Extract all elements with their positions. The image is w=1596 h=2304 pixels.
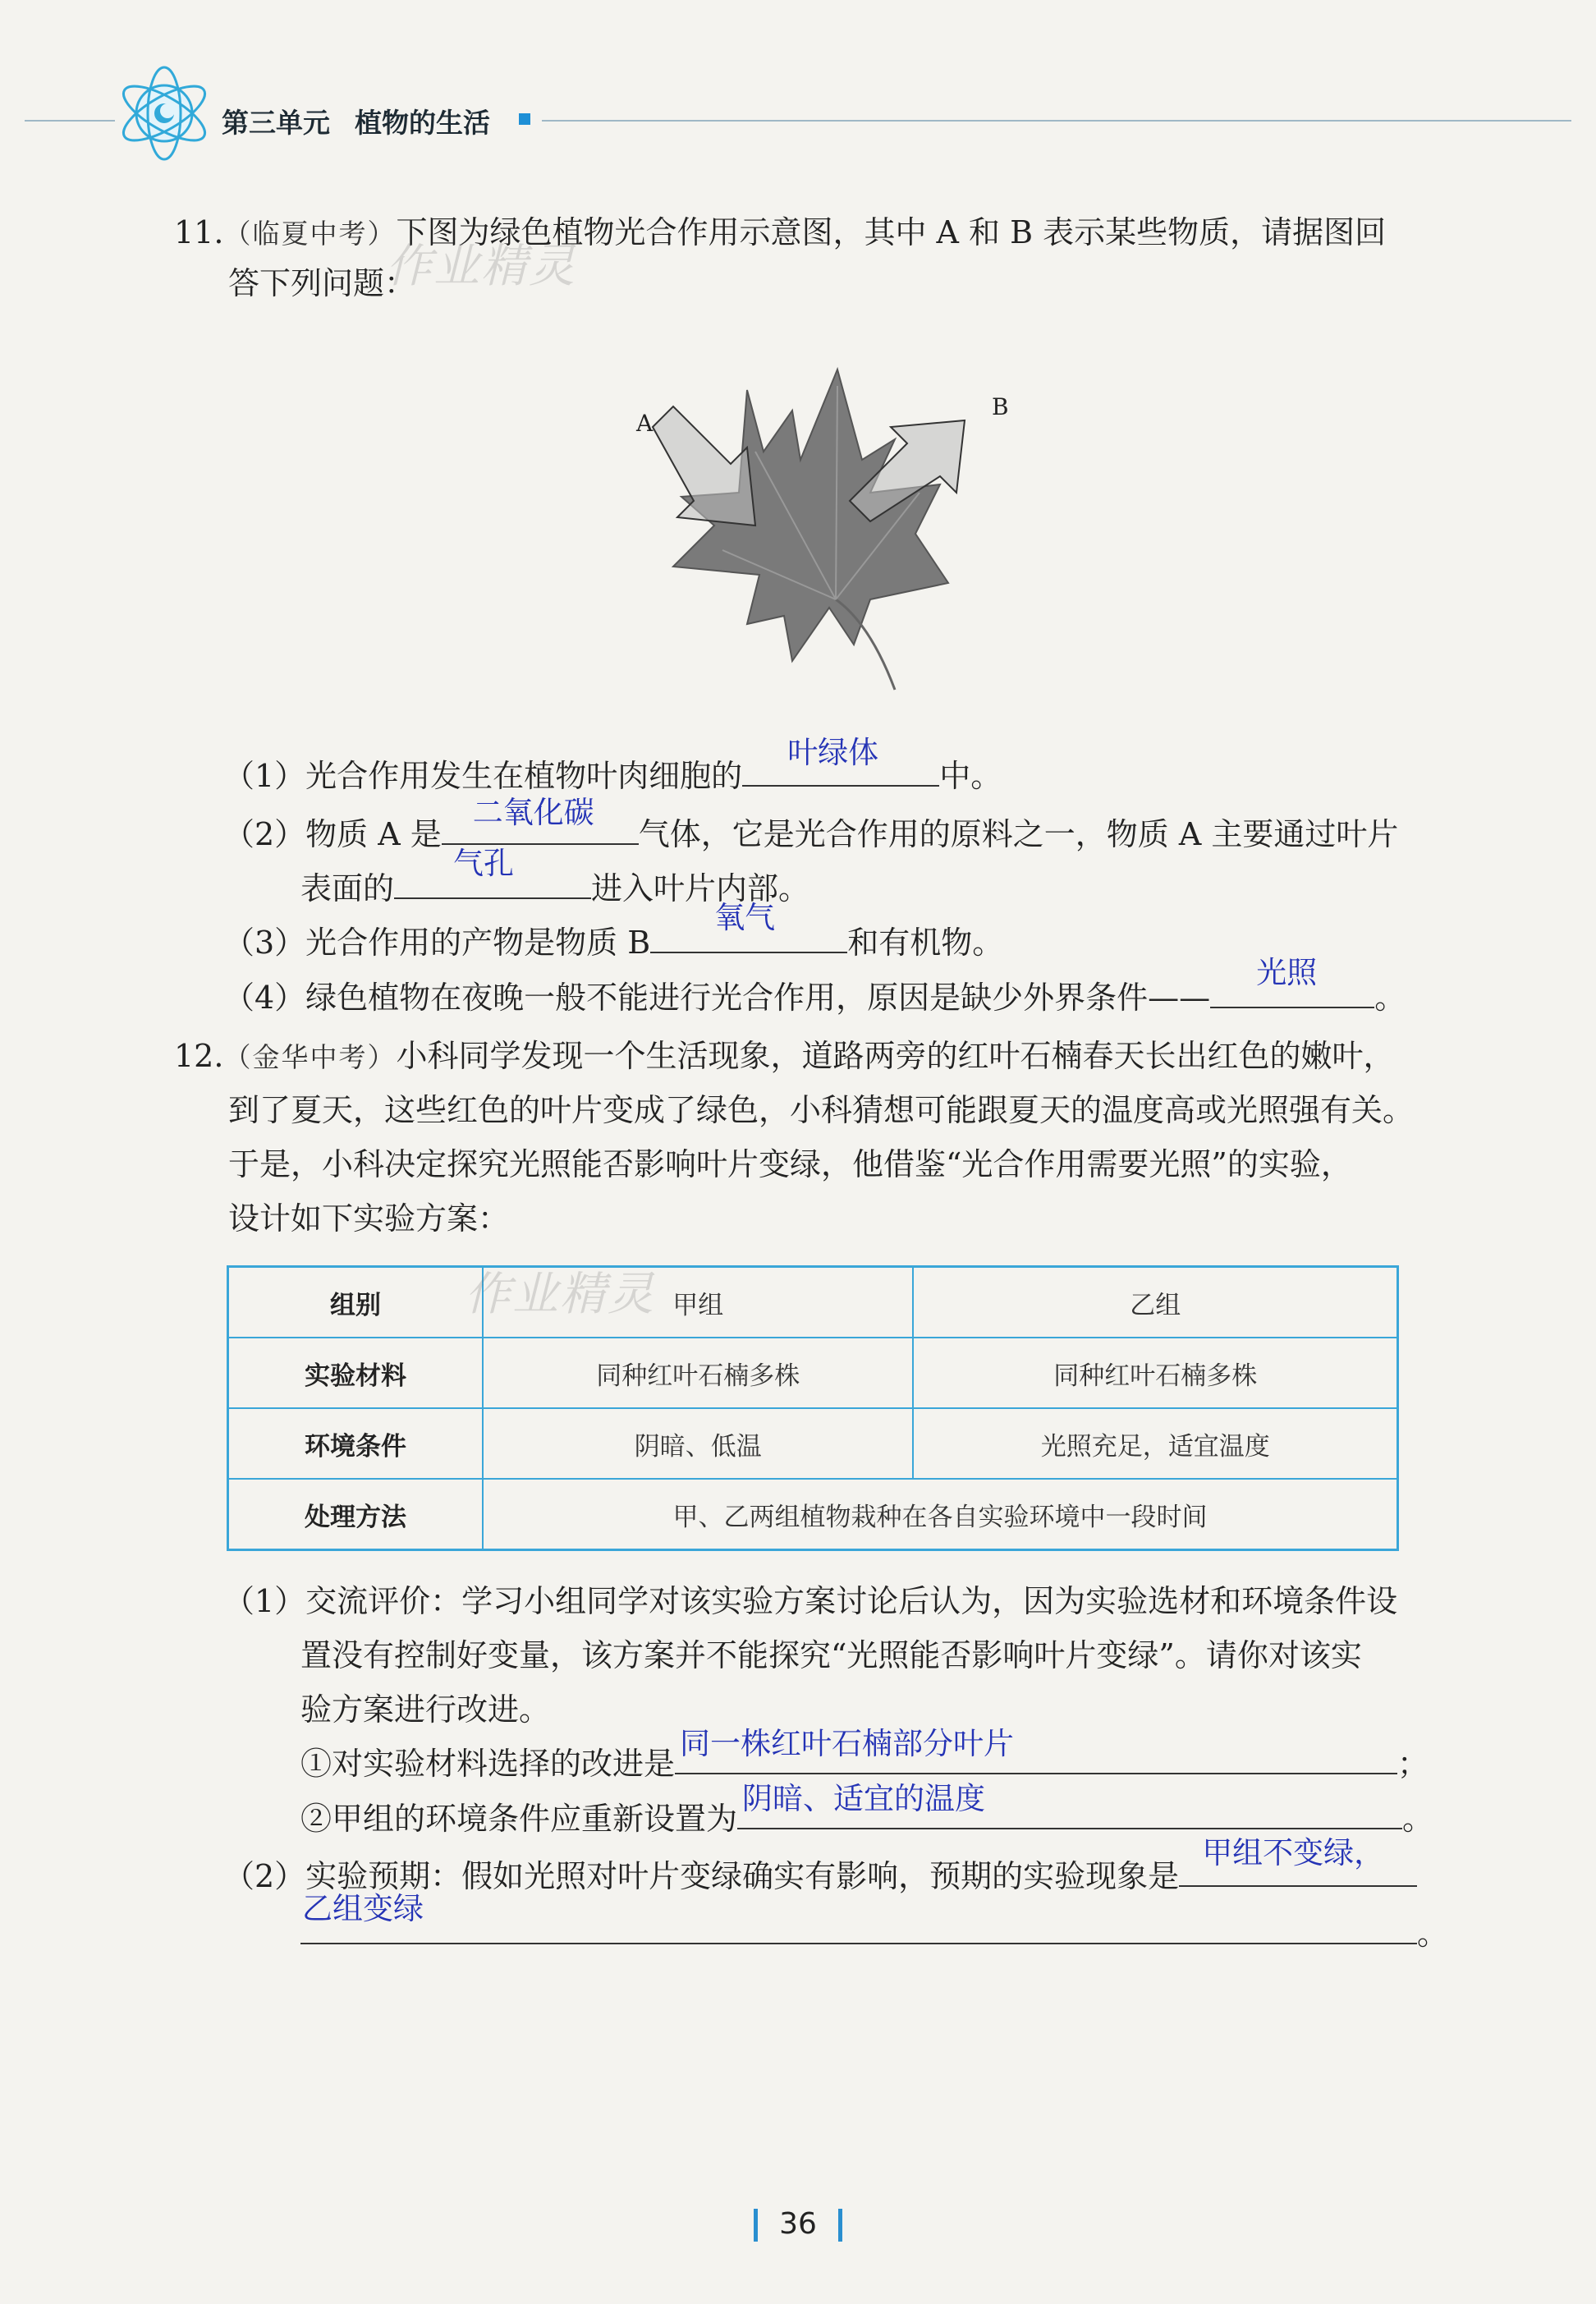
q11-answer1: 叶绿体 — [787, 735, 879, 770]
q11-blank4[interactable] — [650, 900, 847, 953]
q11-blank1[interactable] — [742, 735, 939, 787]
table-row-header: 实验材料 — [228, 1338, 484, 1408]
atom-logo-icon — [115, 64, 213, 163]
label-b: B — [992, 393, 1009, 420]
q11-part2-line2: 表面的 气孔 进入叶片内部。 — [300, 868, 809, 909]
q11-part1: （1）光合作用发生在植物叶肉细胞的 叶绿体 中。 — [223, 755, 1002, 796]
page-number: 36 — [779, 2207, 817, 2241]
header-title — [222, 102, 515, 140]
table-row — [228, 1479, 1398, 1550]
q11-source: （临夏中考） — [223, 218, 397, 250]
leaf-figure — [624, 361, 1018, 706]
q11-answer5: 光照 — [1256, 955, 1318, 990]
q11-answer2: 二氧化碳 — [472, 795, 594, 830]
q12-stem-line3: 于是，小科决定探究光照能否影响叶片变绿，他借鉴“光合作用需要光照”的实验， — [228, 1146, 1352, 1182]
arrow-a-icon — [653, 406, 755, 526]
q12-part1-line3: 验方案进行改进。 — [300, 1691, 551, 1728]
table-header-cell: 甲组 — [483, 1267, 913, 1338]
table-header-cell: 组别 — [228, 1267, 484, 1338]
q11-stem-line2: 答下列问题： — [228, 265, 416, 301]
watermark: 作业精灵 — [465, 1268, 655, 1321]
table-cell: 甲、乙两组植物栽种在各自实验环境中一段时间 — [483, 1479, 1398, 1550]
table-row — [228, 1338, 1398, 1408]
unit-title: 植物的生活 — [355, 107, 490, 139]
q12-part2-line1: （2）实验预期：假如光照对叶片变绿确实有影响，预期的实验现象是 甲组不变绿， — [223, 1856, 1417, 1897]
q12-stem-line2: 到了夏天，这些红色的叶片变成了绿色，小科猜想可能跟夏天的温度高或光照强有关。 — [228, 1092, 1415, 1128]
table-cell: 同种红叶石楠多株 — [913, 1338, 1397, 1408]
q12-part1-sub1: ①对实验材料选择的改进是 同一株红叶石楠部分叶片 ； — [300, 1743, 1429, 1784]
q12-stem-line4: 设计如下实验方案： — [228, 1200, 510, 1237]
page-bar-left-icon — [754, 2209, 758, 2242]
q12-part1-line1: （1）交流评价：学习小组同学对该实验方案讨论后认为，因为实验选材和环境条件设 — [223, 1583, 1398, 1619]
page-bar-right-icon — [838, 2209, 842, 2242]
q11-blank2[interactable] — [442, 795, 639, 845]
q11-blank5[interactable] — [1210, 955, 1374, 1008]
q12-answer3: 甲组不变绿， — [1202, 1835, 1385, 1870]
q11-answer3: 气孔 — [453, 846, 515, 881]
q12-blank3[interactable] — [1179, 1835, 1417, 1887]
q11-part4: （4）绿色植物在夜晚一般不能进行光合作用，原因是缺少外界条件—— 光照 。 — [223, 977, 1406, 1018]
header-square-icon — [519, 113, 530, 125]
q12-part1-sub2: ②甲组的环境条件应重新设置为 阴暗、适宜的温度 。 — [300, 1798, 1433, 1839]
q12-source: （金华中考） — [223, 1041, 397, 1073]
q11-answer4: 氧气 — [714, 900, 776, 935]
q11-stem-line1: 11.（临夏中考）下图为绿色植物光合作用示意图，其中 A 和 B 表示某些物质，请据图回 — [174, 214, 1387, 250]
q12-part2-line2: 乙组变绿 。 — [300, 1913, 1448, 1954]
page-footer — [0, 2207, 1596, 2242]
table-row-header: 处理方法 — [228, 1479, 484, 1550]
table-row — [228, 1267, 1398, 1338]
q12-answer1: 同一株红叶石楠部分叶片 — [680, 1726, 1015, 1761]
q11-part3: （3）光合作用的产物是物质 B 氧气 和有机物。 — [223, 922, 1003, 963]
label-a: A — [636, 410, 654, 437]
q12-answer2: 阴暗、适宜的温度 — [742, 1781, 986, 1816]
unit-label: 第三单元 — [222, 107, 330, 139]
table-cell: 光照充足，适宜温度 — [913, 1408, 1397, 1479]
q12-part1-line2: 置没有控制好变量，该方案并不能探究“光照能否影响叶片变绿”。请你对该实 — [300, 1637, 1362, 1673]
table-row — [228, 1408, 1398, 1479]
q11-blank3[interactable] — [394, 846, 591, 899]
q12-blank4[interactable] — [300, 1891, 1417, 1944]
table-cell: 阴暗、低温 — [483, 1408, 913, 1479]
experiment-table — [227, 1265, 1399, 1551]
header-rule-left — [25, 120, 115, 122]
q12-answer4: 乙组变绿 — [302, 1891, 424, 1926]
watermark: 作业精灵 — [386, 240, 576, 293]
table-header-cell: 乙组 — [913, 1267, 1397, 1338]
table-cell: 同种红叶石楠多株 — [483, 1338, 913, 1408]
q11-part2-line1: （2）物质 A 是 二氧化碳 气体，它是光合作用的原料之一，物质 A 主要通过叶片 — [223, 814, 1398, 855]
q12-stem-line1: 12.（金华中考）小科同学发现一个生活现象，道路两旁的红叶石楠春天长出红色的嫩叶， — [174, 1038, 1395, 1074]
table-row-header: 环境条件 — [228, 1408, 484, 1479]
header-rule-right — [542, 120, 1571, 122]
